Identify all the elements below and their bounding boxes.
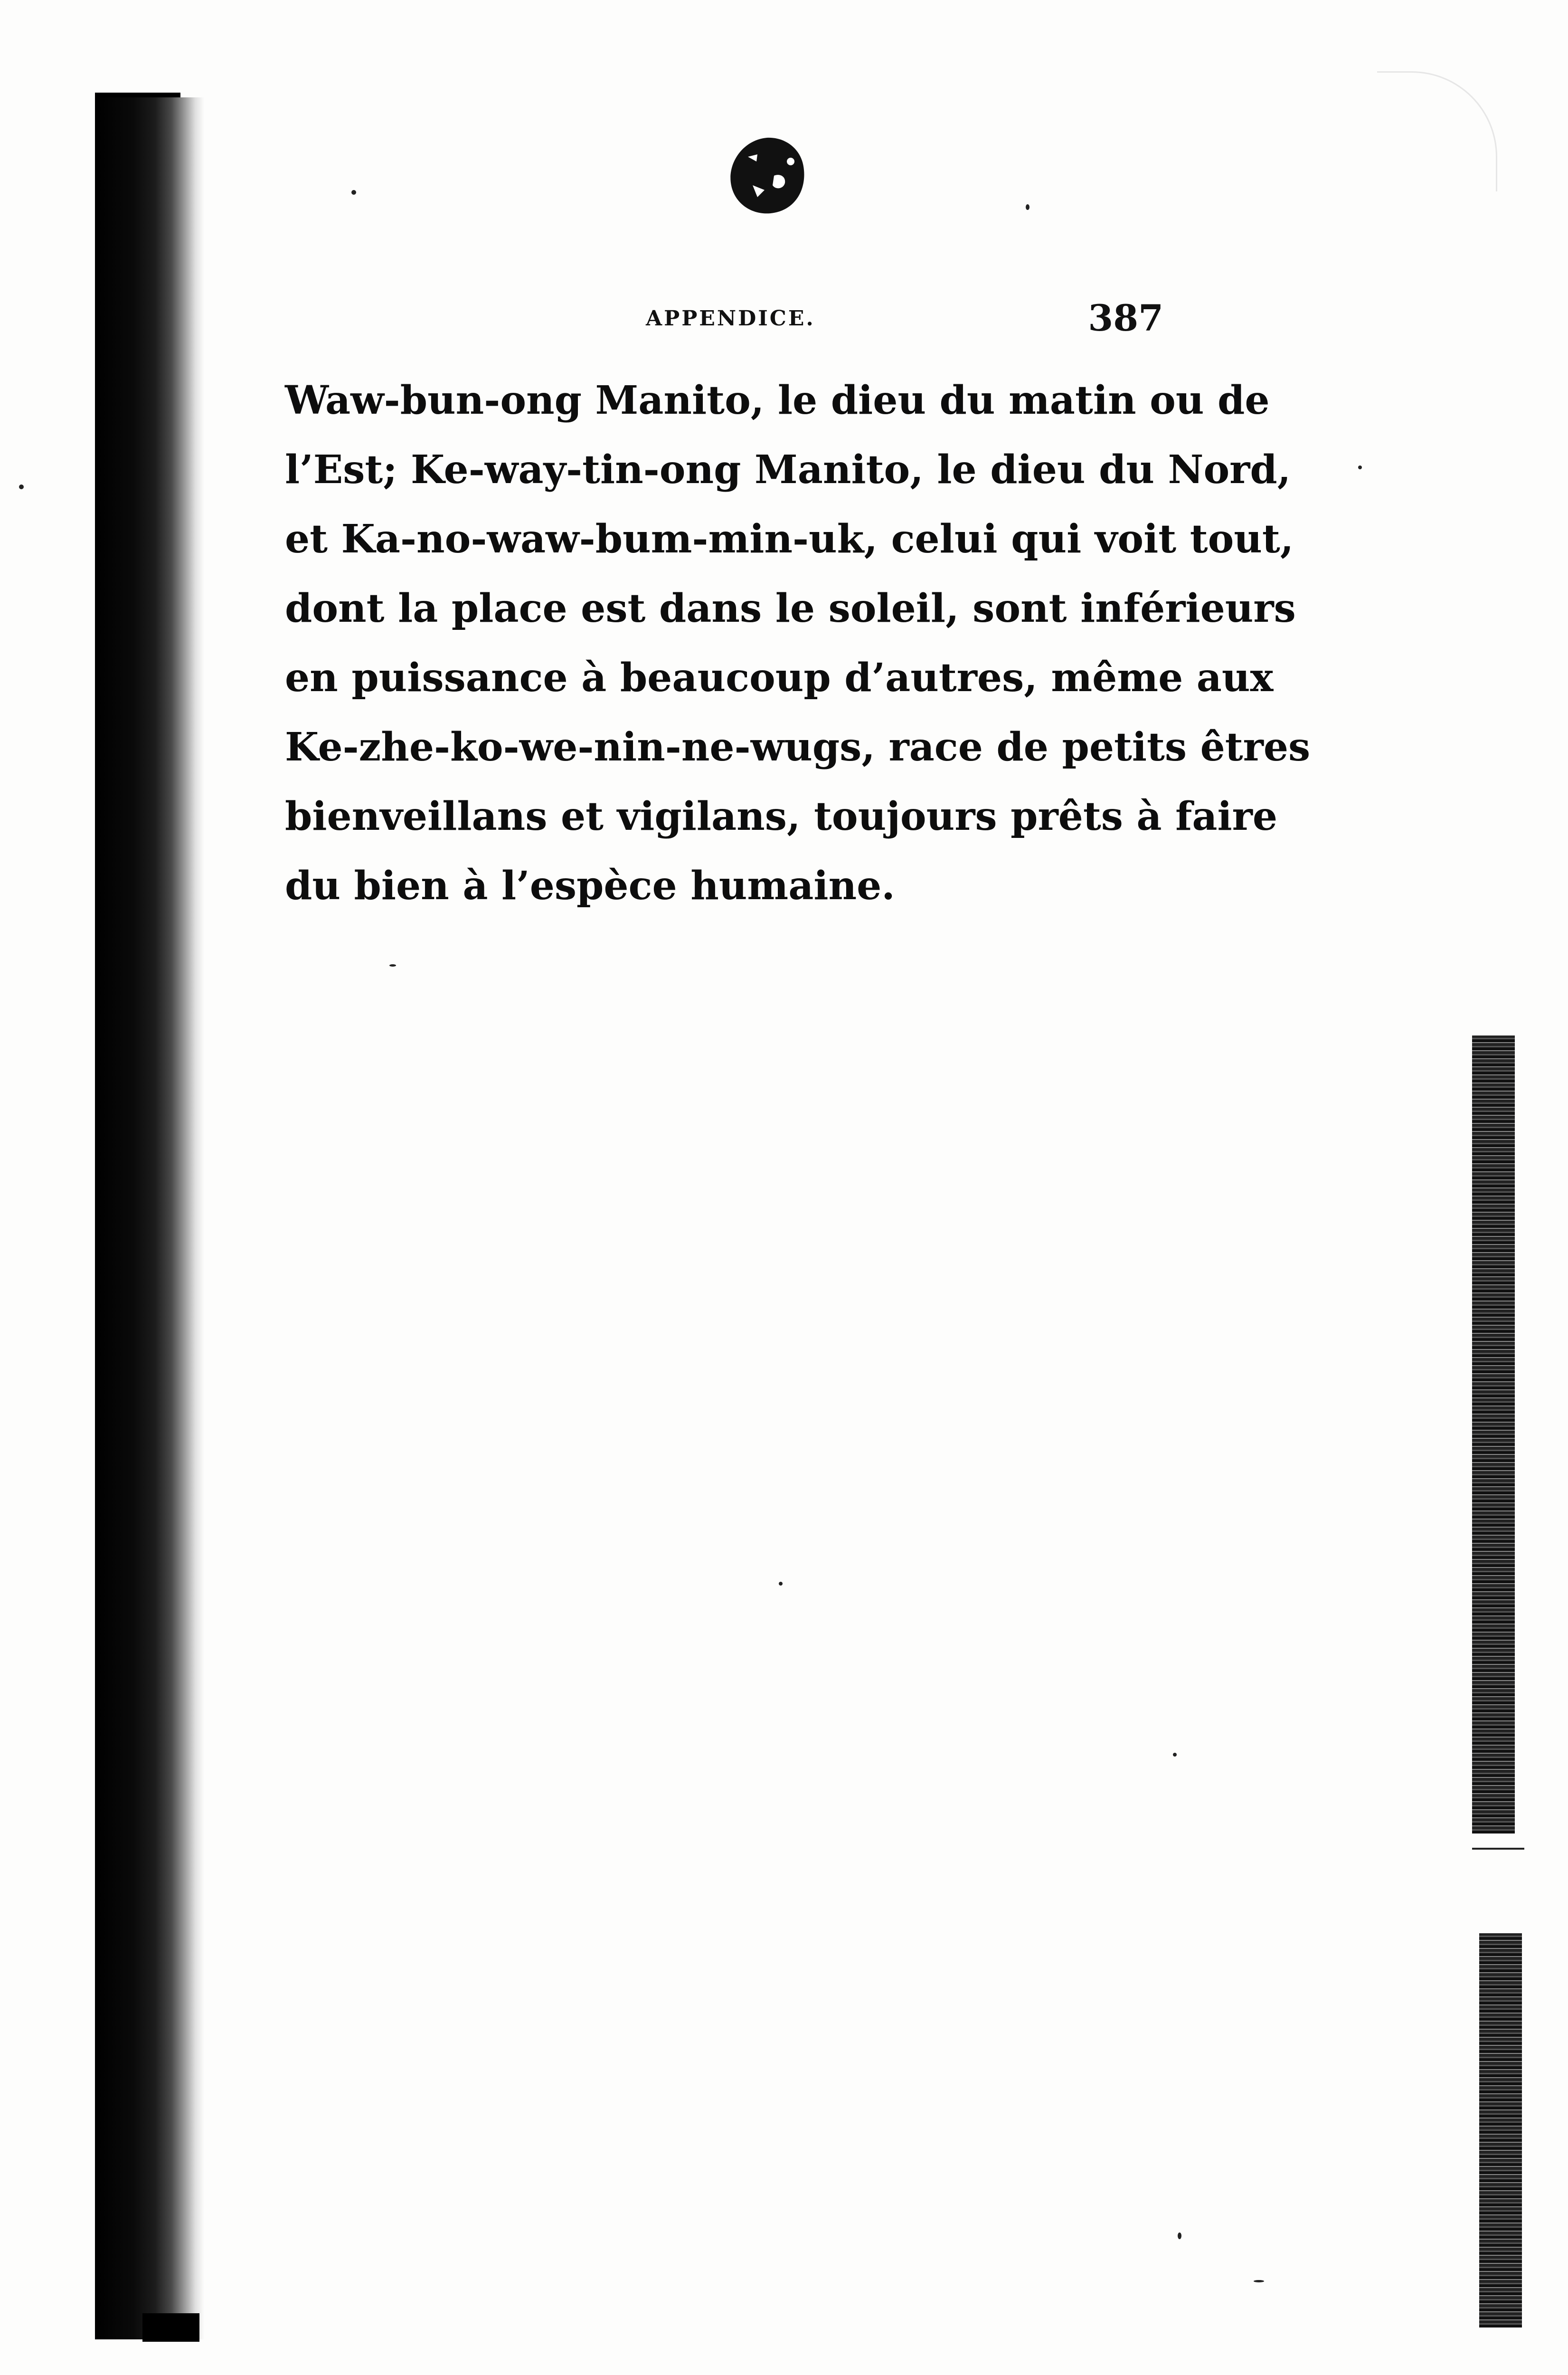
page-number: 387 bbox=[1088, 297, 1163, 339]
text-line: en puissance à beaucoup d’autres, même aux bbox=[285, 655, 1274, 701]
text-line: Waw-bun-ong Manito, le dieu du matin ou de bbox=[285, 378, 1270, 423]
binding-edge bbox=[95, 97, 204, 2339]
text-line: Ke-zhe-ko-we-nin-ne-wugs, race de petits êtres bbox=[285, 724, 1311, 770]
body-paragraph bbox=[285, 366, 1311, 921]
scan-speck bbox=[1254, 2280, 1264, 2282]
scan-speck bbox=[351, 190, 356, 195]
scan-speck bbox=[1358, 466, 1362, 469]
text-line: du bien à l’espèce humaine. bbox=[285, 863, 895, 909]
scan-speck bbox=[779, 1582, 783, 1586]
text-line: l’Est; Ke-way-tin-ong Manito, le dieu du Nord, bbox=[285, 447, 1291, 493]
scan-speck bbox=[19, 484, 24, 489]
scan-speck bbox=[1178, 2232, 1181, 2239]
page-corner bbox=[1377, 71, 1497, 191]
text-line: et Ka-no-waw-bum-min-uk, celui qui voit tout, bbox=[285, 516, 1294, 562]
scan-speck bbox=[1173, 1753, 1177, 1757]
text-line: dont la place est dans le soleil, sont inférieurs bbox=[285, 586, 1296, 631]
scan-speck bbox=[389, 964, 396, 967]
text-line: bienveillans et vigilans, toujours prêts à faire bbox=[285, 794, 1278, 839]
adjacent-page-rule bbox=[1472, 1848, 1524, 1850]
library-stamp-icon bbox=[719, 128, 814, 223]
running-head: APPENDICE. bbox=[646, 306, 815, 331]
adjacent-page-edge-lower bbox=[1479, 1933, 1522, 2328]
adjacent-page-edge-upper bbox=[1472, 1036, 1515, 1834]
scan-speck bbox=[1026, 204, 1030, 210]
page-header bbox=[285, 287, 1163, 344]
binding-edge-bottom bbox=[142, 2313, 199, 2342]
